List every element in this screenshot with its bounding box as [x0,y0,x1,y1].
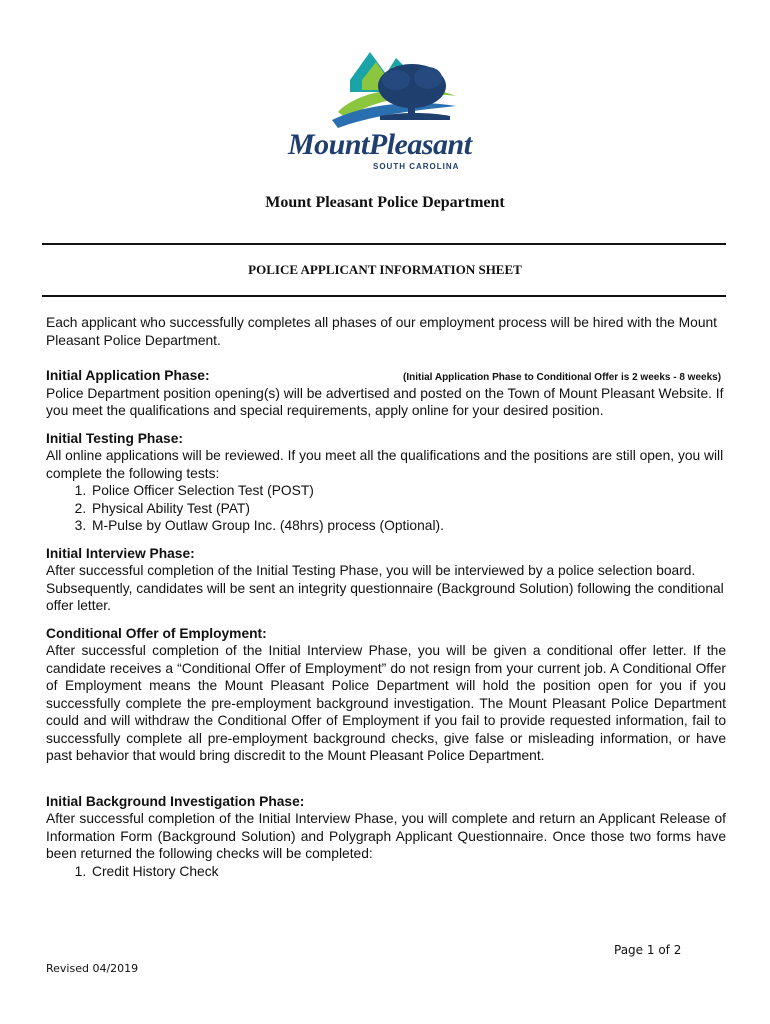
intro-paragraph: Each applicant who successfully completes all phases of our employment process will be hired with the Mount Pleasant Police Department. [46,315,718,348]
background-section [46,793,726,881]
department-name: Mount Pleasant Police Department [265,194,505,211]
interview-heading: Initial Interview Phase: [46,545,195,561]
document-body [46,314,726,880]
offer-heading: Conditional Offer of Employment: [46,625,267,641]
application-body: Police Department position opening(s) will be advertised and posted on the Town of Mount Pleasant Website. If you meet the qualifications and special requirements, apply online for your desired position. [46,385,724,418]
page-number: Page 1 of 2 [614,943,682,957]
logo-wordmark: MountPleasant [288,128,472,161]
application-section [46,367,726,420]
divider-bottom [42,295,726,297]
offer-section [46,625,726,765]
interview-body: After successful completion of the Initial Testing Phase, you will be interviewed by a police selection board. Subsequently, candidates will be sent an integrity questionnaire (Background Solution) following the conditional offer letter. [46,563,724,613]
interview-section [46,545,726,615]
offer-body: After successful completion of the Initial Interview Phase, you will be given a conditional offer letter. If the candidate receives a “Conditional Offer of Employment” do not resign from your current job. A Conditional Offer of Employment means the Mount Pleasant Police Department will hold the position open for you if you successfully complete the pre-employment background investigation. The Mount Pleasant Police Department could and will withdraw the Conditional Offer of Employment if you fail to provide requested information, fail to successfully complete all pre-employment background checks, give false or misleading information, or have past behavior that would bring discredit to the Mount Pleasant Police Department. [46,643,726,763]
logo-state: SOUTH CAROLINA [373,162,460,171]
list-item: 3. M-Pulse by Outlaw Group Inc. (48hrs) process (Optional). [90,517,726,535]
list-item: 2. Physical Ability Test (PAT) [90,500,726,518]
divider-top [42,243,726,245]
testing-list [46,482,726,535]
sheet-title: POLICE APPLICANT INFORMATION SHEET [248,262,522,277]
revision-date: Revised 04/2019 [46,962,139,975]
background-list [46,863,726,881]
testing-heading: Initial Testing Phase: [46,430,183,446]
list-item: 1. Credit History Check [90,863,726,881]
list-item: 1. Police Officer Selection Test (POST) [90,482,726,500]
background-body: After successful completion of the Initial Interview Phase, you will complete and return an Applicant Release of Information Form (Background Solution) and Polygraph Applicant Questionnaire. Once those two forms have been returned the following checks will be completed: [46,811,726,861]
town-logo [280,40,500,175]
tree-mountain-emblem [280,40,500,135]
application-heading: Initial Application Phase: [46,368,210,383]
testing-body: All online applications will be reviewed. If you meet all the qualifications and the positions are still open, you will complete the following tests: [46,448,724,481]
testing-section [46,430,726,535]
application-note: (Initial Application Phase to Conditional Offer is 2 weeks - 8 weeks) [403,372,722,383]
background-heading: Initial Background Investigation Phase: [46,793,305,809]
